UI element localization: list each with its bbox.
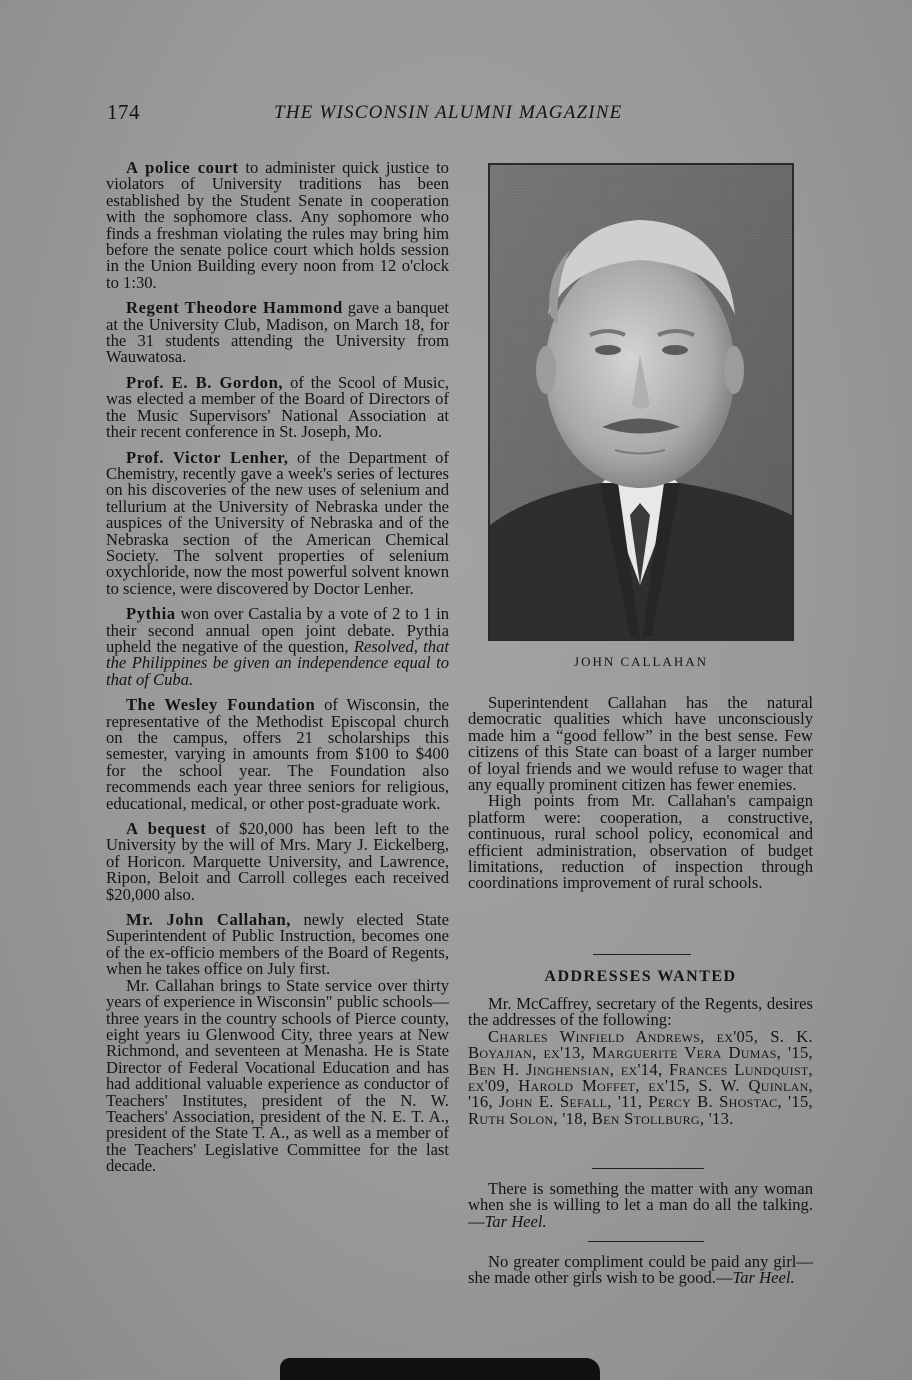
item-lead: Pythia xyxy=(126,604,176,624)
news-item xyxy=(106,300,449,366)
item-lead: Prof. Victor Lenher, xyxy=(126,447,289,467)
section-heading: ADDRESSES WANTED xyxy=(544,968,737,985)
item-lead: A police court xyxy=(126,158,239,177)
news-item xyxy=(106,160,449,291)
news-item xyxy=(106,372,449,442)
running-head: THE WISCONSIN ALUMNI MAGAZINE xyxy=(274,102,623,123)
quote-source: Tar Heel. xyxy=(732,1268,795,1288)
portrait-photo xyxy=(488,163,794,641)
addresses-names: Charles Winfield Andrews, ex'05, S. K. Boyajian, ex'13, Marguerite Vera Dumas, '15, Ben H. Jinghensian, ex'14, Frances Lundquist, ex'09, Harold Moffet, ex'15, S. W. Quinlan, '16, John E. Sefall, '11, Percy B. Shostac, '15, Ruth Solon, '18, Ben Stollburg, '13. xyxy=(468,1026,813,1128)
news-item xyxy=(106,447,449,598)
item-lead: Mr. John Callahan, xyxy=(126,910,292,930)
item-text: newly elected State Superintendent of Public Instruction, becomes one of the ex-officio members of the Board of Regents, when he takes office on July first. xyxy=(106,910,450,979)
news-item xyxy=(106,912,449,978)
item-text: of the Scool of Music, was elected a member of the Board of Directors of the Music Supervisors' National Association at their recent conference in St. Joseph, Mo. xyxy=(106,372,449,442)
item-text: to administer quick justice to violators of University traditions has been established by the Student Senate in cooperation with the sophomore class. Any sophomore who finds a freshman violating the rules may bring him before the senate police court which holds session in the Union Building every noon from 12 o'clock to 1:30. xyxy=(106,158,449,292)
quote-source: Tar Heel. xyxy=(484,1211,547,1231)
item-text: Mr. Callahan brings to State service over thirty years of experience in Wisconsin" public schools—three years in the country schools of Pierce county, eight years iu Glenwood City, three years at New Richmond, and seventeen at Menasha. He is State Director of Federal Vocational Education and has had additional valuable experience as conductor of Teachers' Institutes, president of the N. W. Teachers' Association, president of the N. E. T. A., president of the State T. A., as well as a member of the Teachers' Legislative Committee for the last decade. xyxy=(106,975,449,1176)
quote-block xyxy=(468,1181,813,1239)
news-item xyxy=(106,606,449,688)
item-text: of $20,000 has been left to the University by the will of Mrs. Mary J. Eickelberg, of Horicon. Marquette University, and Lawrence, Ripon, Beloit and Carroll colleges each received $20,000 also. xyxy=(106,819,450,904)
addresses-intro: Mr. McCaffrey, secretary of the Regents, desires the addresses of the following: xyxy=(468,994,813,1030)
quote-text: No greater compliment could be paid any girl—she made other girls wish to be good.— xyxy=(468,1252,813,1288)
item-text: of Wisconsin, the representative of the Methodist Episcopal church on the campus, offers 21 scholarships this semester, varying in amounts from $100 to $400 for the school year. The Foundation also recommends each year three seniors for religious, educational, medical, or other post-graduate work. xyxy=(106,695,450,813)
photo-caption: JOHN CALLAHAN xyxy=(574,654,708,669)
news-item-continued xyxy=(106,975,449,1176)
quote-text: There is something the matter with any woman when she is willing to let a man do all the talking.— xyxy=(468,1179,813,1231)
divider-rule xyxy=(588,1241,704,1242)
page-number: 174 xyxy=(107,100,140,124)
divider-rule xyxy=(592,1168,704,1169)
addresses-section xyxy=(468,996,813,1136)
debate-question: Resolved, that the Philippines be given an independence equal to that of Cuba. xyxy=(106,636,449,689)
news-item xyxy=(106,697,449,812)
item-text: of the Department of Chemistry, recently gave a week's series of lectures on his discoveries of the new uses of selenium and tellurium at the University of Nebraska under the auspices of the University of Nebraska and of the Nebraska section of the American Chemical Society. The solvent properties of selenium oxychloride, now the most powerful solvent known to science, were discovered by Doctor Lenher. xyxy=(106,447,449,598)
paragraph: Superintendent Callahan has the natural democratic qualities which have unconsciously made him a “good fellow” in the best sense. Few citizens of this State can boast of a larger number of loyal friends and we would refuse to wager that any equally prominent citizen has fewer enemies. xyxy=(468,693,813,795)
item-lead: A bequest xyxy=(126,819,207,839)
news-item xyxy=(106,821,449,903)
right-column xyxy=(468,695,813,901)
portrait-image xyxy=(490,165,792,639)
item-lead: Prof. E. B. Gordon, xyxy=(126,372,284,392)
quote-paragraph xyxy=(468,1254,813,1287)
paragraph: High points from Mr. Callahan's campaign platform were: cooperation, a constructive, continuous, rural school policy, economical and efficient administration, observation of budget limitations, reduction of inspection through coordinations improvement of rural schools. xyxy=(468,791,813,893)
divider-rule xyxy=(593,954,691,955)
quote-paragraph xyxy=(468,1181,813,1230)
item-text: gave a banquet at the University Club, Madison, on March 18, for the 31 students attending the University from Wauwatosa. xyxy=(106,298,449,367)
scan-artifact xyxy=(280,1358,600,1380)
item-lead: The Wesley Foundation xyxy=(126,695,316,715)
item-text: won over Castalia by a vote of 2 to 1 in their second annual open joint debate. Pythia upheld the negative of the question, xyxy=(106,604,449,656)
left-column xyxy=(106,160,449,1184)
item-lead: Regent Theodore Hammond xyxy=(126,298,343,318)
quote-block xyxy=(468,1254,813,1296)
